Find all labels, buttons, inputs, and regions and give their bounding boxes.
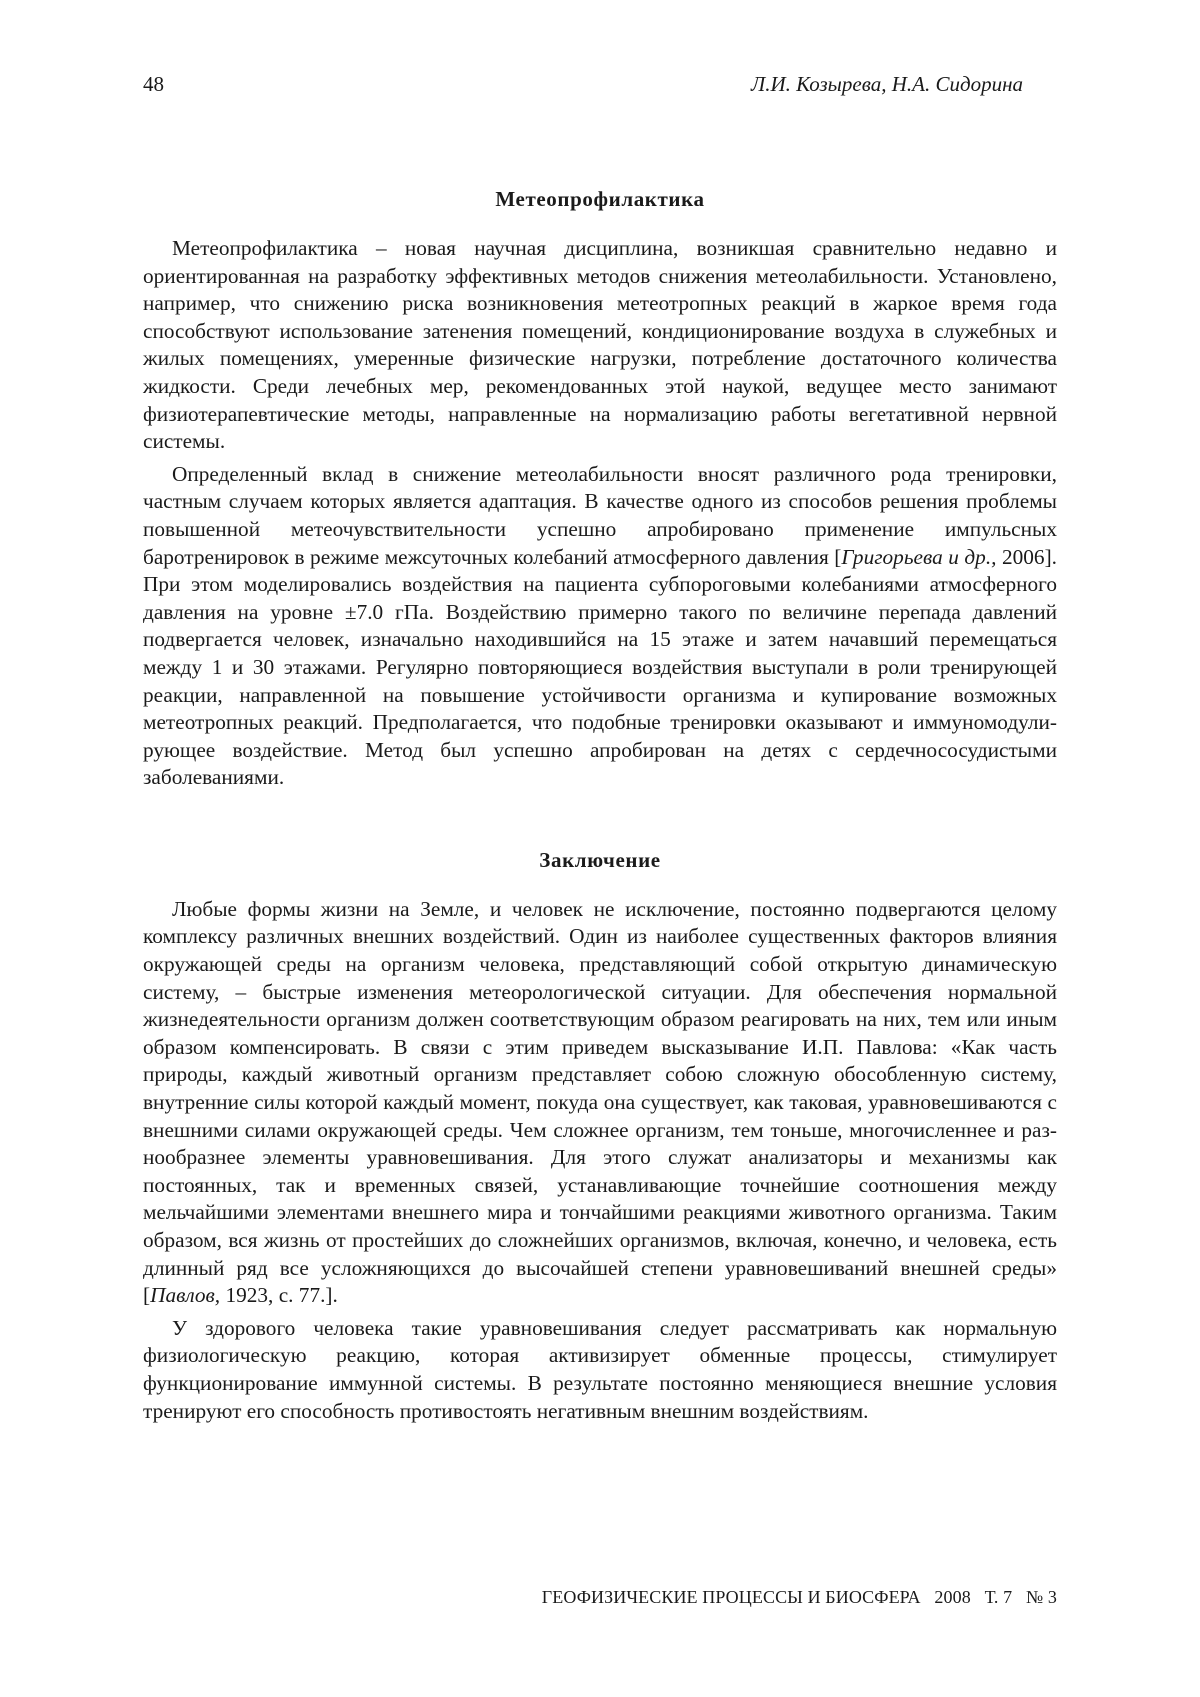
- paragraph: Любые формы жизни на Земле, и человек не исключение, постоянно подвергаются целому комплексу различных внешних воздействий. Один из наиболее существенных факторов влияния окружающей среды на организм человека, представляющий собой открытую динамическую систему, – быстрые изменения метеорологической ситуации. Для обеспечения нормальной жизнедеятельности организм должен соответствующим образом реагировать на них, тем или иным образом компенсировать. В связи с этим приведем высказывание И.П. Павлова: «Как часть природы, каждый животный организм представляет собою сложную обособленную систему, внутренние силы которой каждый момент, покуда она существует, как таковая, уравновешиваются с внешними силами окружающей среды. Чем сложнее организм, тем тоньше, многочисленнее и разнообразнее элементы уравновешивания. Для этого служат анализаторы и механизмы как постоянных, так и временных связей, устанавливающие точнейшие соотношения между мельчайшими элементами внешнего мира и тончайшими реакциями животного организма. Таким образом, вся жизнь от простейших до сложнейших организмов, включая, конечно, и человека, есть длинный ряд все усложняющихся до высочайшей степени уравновешиваний внешней среды» [Павлов, 1923, с. 77.].: [143, 896, 1057, 1308]
- citation-authors: Григорьева и др.,: [841, 544, 997, 569]
- citation-authors: Павлов,: [150, 1283, 221, 1308]
- article-body: [143, 185, 1057, 1430]
- paragraph: У здорового человека такие уравновешивания следует рассматривать как нормальную физиологическую реакцию, которая активизирует обменные процессы, стимулирует функционирование иммунной системы. В результате постоянно меняющиеся внешние условия тренируют его способность противостоять негативным внешним воздействиям.: [143, 1315, 1057, 1423]
- journal-year: 2008: [934, 1587, 971, 1607]
- journal-footer: [542, 1585, 1057, 1609]
- journal-volume: Т. 7: [984, 1587, 1013, 1607]
- paragraph: Определенный вклад в снижение метеолабильности вносят различного рода тренировки, частным случаем которых является адаптация. В качестве одного из способов решения проблемы повышенной метеочувствительности успешно апробировано применение импульсных баротренировок в режиме межсуточных колебаний атмосферного давления [Григорьева и др., 2006]. При этом моделировались воздействия на пациента субпороговыми колебаниями атмосферного давления на уровне ±7.0 гПа. Воздействию примерно такого по величине перепада давлений подвергается человек, изначально находившийся на 15 этаже и затем начавший перемещаться между 1 и 30 этажами. Регулярно повторяющиеся воздействия выступали в роли тренирующей реакции, направленной на повышение устойчивости организма и купирование возможных метеотропных реакций. Предполагается, что подобные тренировки оказывают и иммуномодулирующее воздействие. Метод был успешно апробирован на детях с сердечнососудистыми заболеваниями.: [143, 461, 1057, 790]
- page-number: 48: [143, 72, 164, 96]
- journal-name: ГЕОФИЗИЧЕСКИЕ ПРОЦЕССЫ И БИОСФЕРА: [541, 1587, 921, 1607]
- paragraph: Метеопрофилактика – новая научная дисциплина, возникшая сравнительно недавно и ориентированная на разработку эффективных методов снижения метеолабильности. Установлено, например, что снижению риска возникновения метеотропных реакций в жаркое время года способствуют использование затенения помещений, кондиционирование воздуха в служебных и жилых помещениях, умеренные физические нагрузки, потребление достаточного количества жидкости. Среди лечебных мер, рекомендованных этой наукой, ведущее место занимают физиотерапевтические методы, направленные на нормализацию работы вегетативной нервной системы.: [143, 236, 1057, 454]
- journal-issue: № 3: [1026, 1587, 1057, 1607]
- running-head-authors: Л.И. Козырева, Н.А. Сидорина: [750, 72, 1023, 96]
- section-title-conclusion: Заключение: [539, 847, 661, 872]
- section-title-meteoprophylaxis: Метеопрофилактика: [495, 187, 705, 211]
